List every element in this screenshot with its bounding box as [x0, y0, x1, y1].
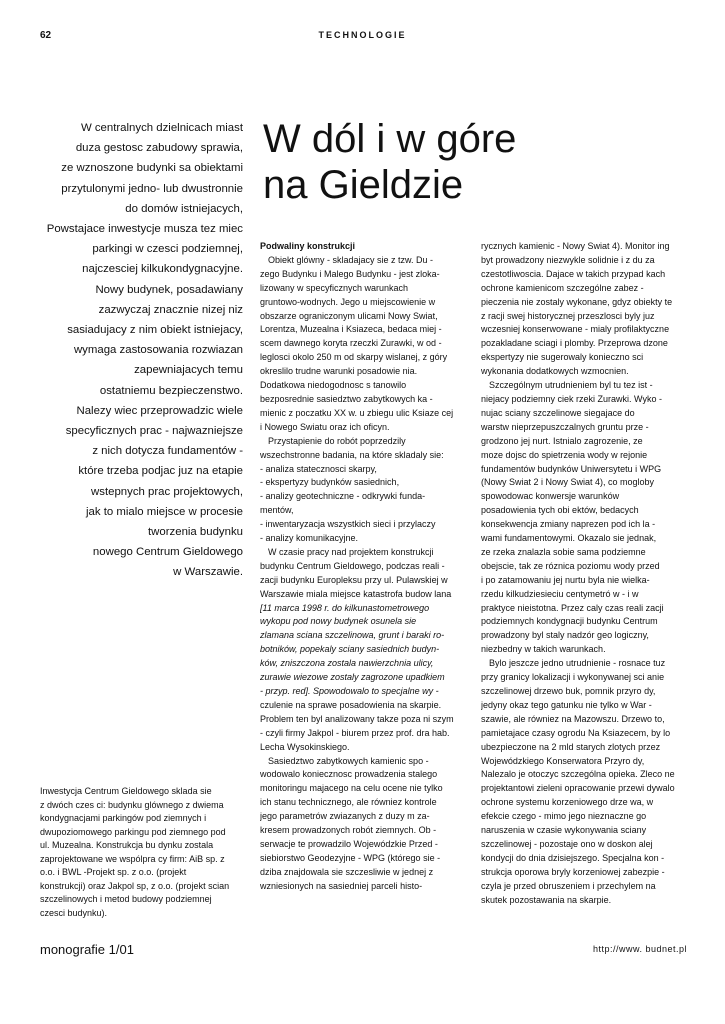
body-line: nujac sciany szczelinowe siegajace do [481, 407, 635, 418]
lead-line: W centralnych dzielnicach miast [80, 122, 243, 134]
body-line: czulenie na sprawe posadowienia na skarpie. [260, 699, 442, 710]
lead-paragraph [40, 118, 243, 583]
body-line: obszarze ograniczonym ulicami Nowy Swiat, [260, 310, 438, 321]
page-number: 62 [40, 30, 52, 41]
sidebar-line: Inwestycja Centrum Gieldowego sklada sie [40, 786, 212, 796]
body-line: wodowalo koniecznosc prowadzenia stalego [260, 769, 438, 780]
title-line: na Gieldzie [263, 163, 464, 207]
lead-line: ostatniemu bezpieczenstwo. [99, 384, 243, 397]
body-line: rycznych kamienic - Nowy Swiat 4). Monitor ing [481, 241, 670, 251]
body-line: okreslilo trudne warunki posadowie nia. [260, 366, 418, 377]
sidebar-line: szczelinowych i metod budowy podziemnej [40, 894, 212, 904]
body-line: zacji budynku Europleksu przy ul. Pulawskiej w [260, 574, 448, 585]
body-line: - inwentaryzacja wszystkich sieci i przylaczy [260, 519, 436, 530]
body-line: dziba znajdowala sie szczesliwie w jednej z [260, 866, 434, 877]
body-line: wszechstronne badania, na które skladaly sie: [260, 449, 444, 460]
lead-line: w Warszawie. [173, 566, 243, 579]
body-line: Obiekt glówny - skladajacy sie z tzw. Du - [268, 254, 434, 265]
body-line: ekspertyzy nie sugerowaly konieczno sci [481, 352, 644, 363]
sidebar-line: zaprojektowane we wspólpra cy firm: AiB sp. z [40, 853, 225, 864]
lead-line: zapewniajacych temu [134, 364, 243, 377]
body-line: jego parametrów zwiazanych z duzy m za- [260, 811, 430, 822]
body-line: leglosci okolo 250 m od skarpy wislanej, z góry [260, 352, 448, 363]
lead-line: Nowy budynek, posadawiany [95, 283, 243, 296]
body-line: przy granicy lokalizacji i wykonywanej sci anie [481, 672, 665, 683]
body-line: - przyp. red]. Spowodowalo to specjalne wy - [260, 686, 439, 696]
lead-line: sasiadujacy z nim obiekt istniejacy, [67, 324, 243, 337]
body-line: i po zatamowaniu jej nurtu byla nie wielka- [481, 574, 650, 585]
lead-line: z nich dotycza fundamentów - [92, 445, 243, 458]
body-line: wzniesionych na sasiedniej parceli histo- [260, 880, 423, 891]
sidebar-line: o.o. i BWL -Projekt sp. z o.o. (projekt [40, 867, 187, 877]
body-line: strukcja oporowa bryly korzeniowej zabezpie - [481, 866, 665, 877]
body-line: czyla je przed obruszeniem i przechylem na [481, 880, 656, 891]
body-line: szczelinowej - pozostaje ono w doskon alej [481, 838, 653, 849]
body-line: szawie, ale równiez na Mazowszu. Drzewo to, [481, 713, 665, 724]
body-line: - ekspertyzy budynków sasiednich, [260, 477, 400, 488]
lead-line: ze wznoszone budynki sa obiektami [61, 162, 243, 175]
footer-issue: monografie 1/01 [40, 942, 134, 957]
article-title [263, 116, 563, 208]
body-line: i Nowego Swiatu oraz ich oficyn. [260, 421, 390, 432]
sidebar-line: kondygnacjami parkingów pod ziemnych i [40, 813, 207, 823]
lead-line: parkingi w czesci podziemnej, [92, 243, 243, 256]
lead-line: nowego Centrum Gieldowego [92, 546, 243, 559]
body-line: ków, zniszczona zostala nawierzchnia ulicy, [260, 658, 434, 669]
body-line: z racji swej historycznej przeszlosci byly juz [481, 310, 655, 321]
body-line: - czyli firmy Jakpol - biurem przez prof. dra hab. [260, 727, 450, 738]
body-line: bezposrednie sasiedztwo zabytkowych ka - [260, 393, 433, 404]
body-line: ze rzeka znalazla sobie sama podziemne [481, 546, 646, 557]
lead-line: Nalezy wiec przeprowadzic wiele [76, 404, 243, 417]
body-line: jedyny okaz tego gatunku nie tylko w War - [481, 699, 652, 710]
body-line: wczesniej konserwowane - mialy profilaktyczne [481, 324, 670, 335]
body-line: scem dawnego koryta rzeczki Zurawki, w od - [260, 338, 442, 349]
sidebar-note [40, 785, 243, 920]
body-column-1 [260, 240, 470, 894]
body-line: (Nowy Swiat 2 i Nowy Swiat 4), co mogloby [481, 477, 655, 488]
body-line: pamietajace czasy ogrodu Na Ksiazecem, by lo [481, 727, 671, 738]
lead-line: do domów istniejacych, [125, 202, 243, 215]
body-line: pozakladane sciagi i plomby. Przeprowa dzone [481, 338, 668, 349]
title-line: W dól i w góre [263, 117, 517, 161]
body-line: ubezpieczone na 2 mld starych zlotych przez [481, 741, 661, 752]
body-line: Bylo jeszcze jedno utrudnienie - rosnace tuz [489, 658, 666, 669]
body-line: serwacje te prowadzilo Wojewódzkie Przed - [260, 838, 438, 849]
body-line: mentów, [260, 505, 294, 516]
body-line: podziemnych kondygnacji budynku Centrum [481, 616, 658, 627]
body-line: budynku Centrum Gieldowego, podczas reali - [260, 560, 445, 571]
lead-line: wymaga zastosowania rozwiazan [73, 344, 243, 357]
lead-line: Powstajace inwestycje musza tez miec [46, 223, 243, 236]
body-line: [11 marca 1998 r. do kilkunastometrowego [260, 602, 430, 613]
body-line: Dodatkowa niedogodnosc s tanowilo [260, 380, 407, 391]
body-line: Nalezalo je otoczyc szczególna opieka. Zleco ne [481, 769, 675, 780]
body-line: W czasie pracy nad projektem konstrukcji [268, 546, 434, 557]
body-line: grodzono jej nurt. Istnialo zagrozenie, ze [481, 435, 643, 446]
body-line: Warszawie miala miejsce katastrofa budow lana [260, 588, 452, 599]
body-line: wami fundamentowymi. Okazalo sie jednak, [481, 533, 657, 544]
body-line: Lecha Wysokinskiego. [260, 741, 350, 752]
body-line: fundamentów budynków Uniwersytetu i WPG [481, 463, 662, 474]
body-column-2 [481, 240, 687, 908]
sidebar-line: konstrukcji) oraz Jakpol sp, z o.o. (projekt scian [40, 880, 230, 891]
body-line: niejacy podziemny ciek rzeki Zurawki. Wyko - [481, 393, 662, 404]
body-line: ochrone systemu korzeniowego drze wa, w [481, 797, 654, 808]
body-line: efekcie czego - mimo jego nieznaczne go [481, 811, 647, 822]
footer-url: http://www. budnet.pl [592, 944, 687, 954]
lead-line: przytulonymi jedno- lub dwustronnie [61, 182, 243, 195]
body-line: moze dojsc do spietrzenia wody w rejonie [481, 449, 648, 460]
body-line: Sasiedztwo zabytkowych kamienic spo - [268, 755, 429, 766]
body-line: praktyce nieistotna. Przez caly czas reali zacji [481, 602, 664, 613]
body-line: szczelinowej drzewo buk, pomnik przyro dy, [481, 686, 656, 696]
sidebar-line: ul. Muzealna. Konstrukcja bu dynku zostala [40, 840, 214, 850]
body-line: zlamana sciana szczelinowa, grunt i baraki ro- [260, 630, 445, 641]
sidebar-line: dwupoziomowego parkingu pod ziemnego pod [40, 826, 226, 837]
body-line: botników, popekaly sciany sasiednich budyn- [260, 644, 440, 655]
body-line: konsekwencja zmiany naprezen pod ich la - [481, 519, 656, 530]
body-line: Szczególnym utrudnieniem byl tu tez ist - [489, 380, 653, 391]
lead-line: jak to mialo miejsce w procesie [86, 505, 243, 518]
body-line: gruntowo-wodnych. Jego u miejscowienie w [260, 296, 436, 307]
body-line: wykonania dodatkowych wzmocnien. [481, 366, 629, 377]
body-line: Przystapienie do robót poprzedzily [268, 435, 406, 446]
body-line: posadowienia tych obi ektów, bedacych [481, 505, 639, 516]
body-line: warstw nieprzepuszczalnych gruntu prze - [481, 421, 649, 432]
body-line: czestotliwoscia. Dajace w takich przypad kach [481, 268, 666, 279]
body-line: byt prowadzony niezwykle solidnie i z du za [481, 254, 655, 265]
body-line: ich stanu technicznego, ale równiez kontrole [260, 797, 437, 808]
sidebar-line: z dwóch czes ci: budynku glównego z dwiema [40, 799, 224, 810]
body-line: zurawie wiezowe zostaly zagrozone upadkiem [260, 672, 445, 683]
body-line: Lorentza, Muzealna i Ksiazeca, bedaca miej - [260, 324, 442, 335]
body-line: skutek pozostawania na skarpie. [481, 894, 612, 905]
body-line: - analizy komunikacyjne. [260, 533, 359, 544]
body-line: projektantowi zieleni opracowanie przewi dywalo [481, 783, 675, 794]
body-line: wykopu pod nowy budynek osunela sie [260, 616, 417, 627]
section-header: TECHNOLOGIE [318, 30, 407, 40]
body-line: rzedu kilkudziesieciu centymetró w - i w [481, 588, 639, 599]
body-line: kondycji do dnia dzisiejszego. Specjalna kon - [481, 852, 665, 863]
body-line: siebiorstwo Geodezyjne - WPG (którego sie - [260, 852, 441, 863]
lead-line: najczesciej kilkukondygnacyjne. [82, 263, 243, 276]
body-line: niezbedny w takich warunkach. [481, 644, 606, 655]
body-line: monitoringu majacego na celu ocene nie tylko [260, 783, 443, 794]
lead-line: które trzeba podjac juz na etapie [78, 465, 243, 478]
body-line: lizowany w specyficznych warunkach [260, 282, 409, 293]
body-line: pieczenia nie zostaly wykonane, gdyz obiekty te [481, 296, 673, 307]
body-line: mienic z poczatku XX w. u zbiegu ulic Ksiaze cej [260, 407, 454, 418]
body-line: zego Budynku i Malego Budynku - jest zloka- [260, 268, 440, 279]
body-line: - analiza statecznosci skarpy, [260, 463, 377, 474]
body-line: kresem prowadzonych robót ziemnych. Ob - [260, 825, 437, 836]
body-line: naruszenia w czasie wykonywania sciany [481, 825, 647, 836]
lead-line: zazwyczaj znacznie nizej niz [98, 303, 243, 316]
body-line: ochrone kamienicom szczególne zabez - [481, 282, 644, 293]
sidebar-line: czesci budynku). [40, 907, 108, 918]
body-line: Problem ten byl analizowany takze poza ni szym [260, 713, 454, 724]
body-line: prowadzony byl staly nadzór geo logiczny, [481, 630, 649, 641]
subheading: Podwaliny konstrukcji [260, 241, 356, 251]
body-line: spowodowac konwersje warunków [481, 491, 620, 502]
body-line: - analizy geotechniczne - odkrywki funda- [260, 491, 426, 502]
lead-line: wstepnych prac projektowych, [91, 485, 243, 498]
lead-line: duza gestosc zabudowy sprawia, [75, 142, 243, 155]
body-line: obejscie, tak ze róznica poziomu wody przed [481, 560, 660, 571]
body-line: Wojewódzkiego Konserwatora Przyro dy, [481, 755, 645, 766]
lead-line: tworzenia budynku [148, 526, 243, 539]
lead-line: specyficznych prac - najwazniejsze [65, 425, 243, 438]
